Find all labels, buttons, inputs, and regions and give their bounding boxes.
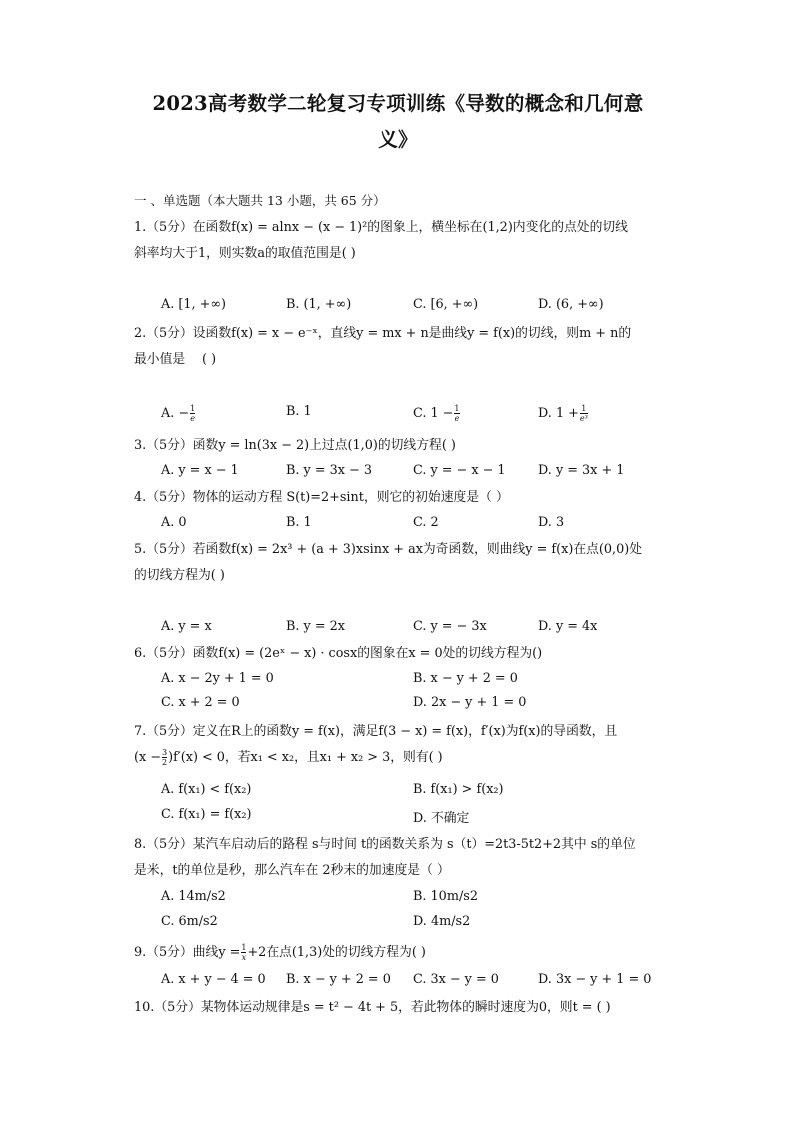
question-7 (134, 719, 664, 771)
question-7-options-row-2 (0, 807, 794, 829)
question-2-line-1: 2.（5分）设函数f(x) = x − e⁻ˣ，直线y = mx + n是曲线y = f(x)的切线，则m + n的 (134, 326, 632, 341)
option-c: C. 1 − $\frac{1}{e}$ (413, 404, 460, 423)
option-b: B. 1 (286, 515, 312, 530)
option-a: A. y = x (161, 619, 212, 634)
option-c: C. [6, +∞) (413, 297, 479, 312)
question-5-line-1: 5.（5分）若函数f(x) = 2x³ + (a + 3)xsinx + ax为奇函数，则曲线y = f(x)在点(0,0)处 (134, 542, 643, 557)
option-c: C. y = − x − 1 (413, 463, 506, 478)
question-10 (134, 995, 664, 1021)
option-d: D. 1 + $\frac{1}{\text{e³}}$ (538, 404, 588, 423)
option-d: D. 2x − y + 1 = 0 (413, 695, 527, 710)
question-9 (134, 940, 664, 966)
option-c: C. 6m/s2 (161, 914, 218, 929)
option-b: B. (1, +∞) (286, 297, 352, 312)
option-c: C. f(x₁) = f(x₂) (161, 807, 252, 822)
option-d: D. y = 3x + 1 (538, 463, 625, 478)
fraction: $\frac{1}{\text{e³}}$ (579, 404, 588, 423)
option-b: B. y = 3x − 3 (286, 463, 372, 478)
title-line-1: 2023高考数学二轮复习专项训练《导数的概念和几何意 (152, 92, 644, 115)
question-8 (134, 832, 664, 884)
question-8-options-row-1 (0, 889, 794, 911)
question-7-line-1: 7.（5分）定义在R上的函数y = f(x)，满足f(3 − x) = f(x)，f′(x)为f(x)的导函数，且 (134, 724, 618, 739)
question-3 (134, 433, 664, 459)
question-2 (134, 321, 664, 373)
question-9-options (0, 972, 794, 994)
option-d: D. (6, +∞) (538, 297, 604, 312)
question-4 (134, 485, 664, 511)
option-b: B. 10m/s2 (413, 889, 478, 904)
question-6-options-row-1 (0, 671, 794, 693)
option-d: D. 3 (538, 515, 565, 530)
question-4-options (0, 515, 794, 537)
question-6 (134, 641, 664, 667)
option-a: A. − $\frac{1}{e}$ (161, 404, 196, 423)
option-b: B. 1 (286, 404, 312, 419)
question-4-line-1: 4.（5分）物体的运动方程 S(t)=2+sint，则它的初始速度是（ ） (134, 490, 509, 505)
question-2-options (0, 404, 794, 426)
option-b: B. x − y + 2 = 0 (413, 671, 518, 686)
fraction: $\frac{1}{e}$ (190, 404, 196, 423)
question-3-options (0, 463, 794, 485)
option-d: D. 3x − y + 1 = 0 (538, 972, 652, 987)
option-c: C. x + 2 = 0 (161, 695, 240, 710)
option-c: C. 3x − y = 0 (413, 972, 499, 987)
option-a: A. f(x₁) < f(x₂) (161, 782, 252, 797)
option-a: A. 14m/s2 (161, 889, 226, 904)
fraction: $\frac{1}{e}$ (454, 404, 460, 423)
document-title (120, 86, 676, 158)
option-d: D. y = 4x (538, 619, 598, 634)
question-7-options-row-1 (0, 782, 794, 804)
question-5-options (0, 619, 794, 641)
question-5-line-2: 的切线方程为( ) (134, 568, 225, 583)
option-b: B. y = 2x (286, 619, 345, 634)
question-7-line-2: (x − $\frac{3}{2}$ )f′(x) < 0，若x₁ < x₂，且x₁ + x₂ > 3，则有( ) (134, 748, 443, 767)
question-10-line-1: 10.（5分）某物体运动规律是s = t² − 4t + 5，若此物体的瞬时速度为0，则t = ( ) (134, 1000, 611, 1015)
question-1-options (0, 297, 794, 319)
question-6-options-row-2 (0, 695, 794, 717)
question-1-line-2: 斜率均大于1，则实数a的取值范围是( ) (134, 246, 356, 261)
option-a: A. x − 2y + 1 = 0 (161, 671, 274, 686)
option-b: B. f(x₁) > f(x₂) (413, 782, 504, 797)
question-1 (134, 215, 664, 267)
option-c: C. 2 (413, 515, 439, 530)
question-1-line-1: 1.（5分）在函数f(x) = alnx − (x − 1)²的图象上，横坐标在(1,2)内变化的点处的切线 (134, 220, 628, 235)
question-8-options-row-2 (0, 914, 794, 936)
option-a: A. 0 (161, 515, 187, 530)
question-5 (134, 537, 664, 589)
question-3-line-1: 3.（5分）函数y = ln(3x − 2)上过点(1,0)的切线方程( ) (134, 438, 456, 453)
question-6-line-1: 6.（5分）函数f(x) = (2eˣ − x) · cosx的图象在x = 0处的切线方程为() (134, 646, 543, 661)
question-8-line-1: 8.（5分）某汽车启动后的路程 s与时间 t的函数关系为 s（t）=2t3-5t2+2其中 s的单位 (134, 837, 636, 852)
option-a: A. y = x − 1 (161, 463, 239, 478)
option-a: A. [1, +∞) (161, 297, 227, 312)
question-9-line-1: 9.（5分）曲线y = $\frac{1}{x}$ +2在点(1,3)处的切线方程为( ) (134, 943, 426, 962)
option-d: D. 4m/s2 (413, 914, 471, 929)
question-8-line-2: 是米，t的单位是秒，那么汽车在 2秒末的加速度是（ ） (134, 863, 450, 878)
section-heading: 一 、单选题（本大题共 13 小题，共 65 分） (134, 193, 386, 208)
option-a: A. x + y − 4 = 0 (161, 972, 266, 987)
option-c: C. y = − 3x (413, 619, 487, 634)
option-d: D. 不确定 (413, 811, 470, 826)
question-2-line-2: 最小值是 ( ) (134, 352, 217, 367)
title-line-2: 义》 (378, 128, 418, 151)
fraction: $\frac{1}{x}$ (241, 943, 247, 962)
fraction: $\frac{3}{2}$ (162, 748, 168, 767)
option-b: B. x − y + 2 = 0 (286, 972, 391, 987)
